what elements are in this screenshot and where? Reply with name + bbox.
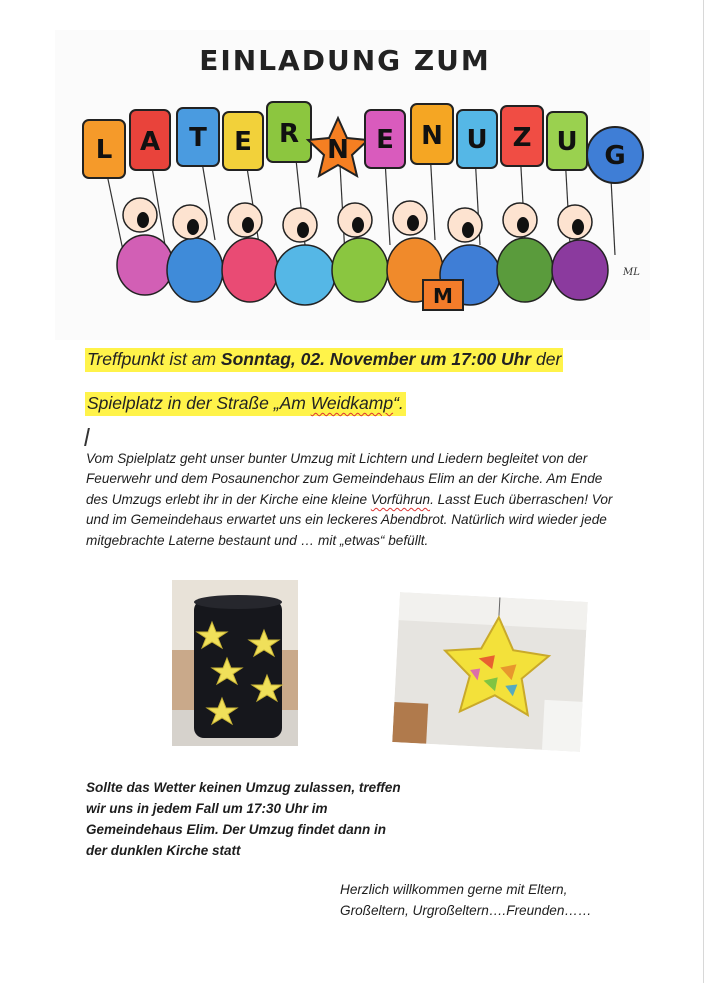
meeting-line1-end: der xyxy=(531,349,562,369)
lantern-letter: E xyxy=(234,127,252,157)
lantern-letter: T xyxy=(189,123,207,153)
meeting-intro-text: Treffpunkt ist am xyxy=(87,349,221,369)
event-description xyxy=(86,449,626,551)
bad-weather-note: Sollte das Wetter keinen Umzug zulassen, treffen wir uns in jedem Fall um 17:30 Uhr im Gemeindehaus Elim. Der Umzug findet dann in der dunklen Kirche statt xyxy=(86,780,401,858)
lantern-letter: N xyxy=(421,121,443,151)
lantern-letter: R xyxy=(278,119,300,149)
meeting-street-name: Weidkamp xyxy=(310,393,394,413)
lantern-letter: G xyxy=(604,141,626,171)
box-lantern-letter: M xyxy=(433,284,453,308)
lantern-letter: Z xyxy=(512,123,532,153)
meeting-date-time: Sonntag, 02. November um 17:00 Uhr xyxy=(220,349,532,369)
star-shaped-lantern-photo xyxy=(392,592,588,752)
lantern-letter: U xyxy=(466,125,488,155)
star-lantern-photo xyxy=(172,580,298,746)
lantern-letter: N xyxy=(327,135,349,165)
welcome-line-1: Herzlich willkommen gerne mit Eltern, xyxy=(340,882,568,897)
meeting-location-text: Spielplatz in der Straße „Am xyxy=(87,393,311,413)
lantern-letter: L xyxy=(95,135,113,165)
banner-heading: EINLADUNG ZUM xyxy=(199,44,491,77)
lantern-letter: U xyxy=(556,127,578,157)
artist-signature: ML xyxy=(623,267,640,278)
meeting-line2-end: “. xyxy=(393,393,404,413)
meeting-point-line-1 xyxy=(85,348,563,372)
lantern-letter: A xyxy=(139,127,161,157)
welcome-line-2: Großeltern, Urgroßeltern….Freunden…… xyxy=(340,902,592,918)
lantern-letter: E xyxy=(376,125,394,155)
description-misspelled-word: Vorführun xyxy=(370,491,431,507)
description-part-2: . Lasst Euch überraschen! Vor und im Gemeindehaus erwartet uns ein leckeres Abendbrot. Natürlich wird wieder jede mitgebrachte Laterne bestaunt und … mit „etwas“ befüllt. xyxy=(86,491,613,548)
welcome-note xyxy=(340,880,660,921)
lantern-parade-illustration xyxy=(55,30,650,340)
meeting-point-line-2 xyxy=(85,392,406,416)
description-part-1: Vom Spielplatz geht unser bunter Umzug mit Lichtern und Liedern begleitet von der Feuerwehr und dem Posaunenchor zum Gemeindehaus Elim an der Kirche. Am Ende des Umzugs erlebt ihr in der Kirche eine kleine xyxy=(86,451,603,507)
text-cursor xyxy=(84,428,90,446)
